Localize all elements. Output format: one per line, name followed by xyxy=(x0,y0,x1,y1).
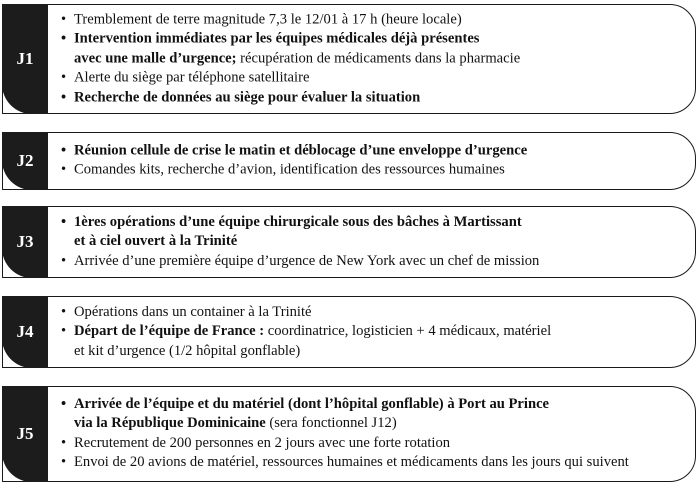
row-content-j1 xyxy=(61,10,685,107)
list-item: • Réunion cellule de crise le matin et déblocage d’une enveloppe d’urgence xyxy=(61,142,685,161)
list-item-continuation: et à ciel ouvert à la Trinité xyxy=(74,233,238,250)
day-label-j3: J3 xyxy=(2,206,48,278)
list-item: • Intervention immédiates par les équipes médicales déjà présentes xyxy=(61,30,685,49)
day-label-j1: J1 xyxy=(2,4,48,114)
list-item-continuation: avec une malle d’urgence; récupération de médicaments dans la pharmacie xyxy=(74,50,521,67)
list-item: • 1ères opérations d’une équipe chirurgicale sous des bâches à Martissant xyxy=(61,213,685,232)
bullet-icon: • xyxy=(61,323,67,340)
list-item: • Opérations dans un container à la Trinité xyxy=(61,303,685,322)
row-content-j3 xyxy=(61,213,685,271)
list-item: • Départ de l’équipe de France : coordinatrice, logisticien + 4 médicaux, matériel xyxy=(61,322,685,341)
list-item: • Envoi de 20 avions de matériel, ressources humaines et médicaments dans les jours qui suivent xyxy=(61,453,685,472)
bullet-icon: • xyxy=(61,252,67,269)
bullet-icon: • xyxy=(61,162,67,178)
day-label-j2: J2 xyxy=(2,132,48,190)
list-item-continuation: et kit d’urgence (1/2 hôpital gonflable) xyxy=(74,342,301,359)
timeline-row-j5 xyxy=(2,386,696,482)
list-item: • Arrivée de l’équipe et du matériel (dont l’hôpital gonflable) à Port au Prince xyxy=(61,395,685,414)
row-content-j5 xyxy=(61,395,685,473)
timeline-row-j4 xyxy=(2,296,696,368)
row-content-j2 xyxy=(61,142,685,181)
bullet-icon: • xyxy=(61,454,67,471)
row-content-j4 xyxy=(61,303,685,361)
bullet-icon: • xyxy=(61,142,67,159)
list-item: • Recrutement de 200 personnes en 2 jours avec une forte rotation xyxy=(61,434,685,453)
day-label-j4: J4 xyxy=(2,296,48,368)
bullet-icon: • xyxy=(61,11,67,28)
list-item-continuation: via la République Dominicaine (sera fonctionnel J12) xyxy=(74,415,397,432)
day-label-j5: J5 xyxy=(2,386,48,482)
timeline-row-j2 xyxy=(2,132,696,190)
list-item: • Tremblement de terre magnitude 7,3 le 12/01 à 17 h (heure locale) xyxy=(61,10,685,29)
bullet-icon: • xyxy=(61,303,67,320)
list-item: • Recherche de données au siège pour évaluer la situation xyxy=(61,88,685,107)
bullet-icon: • xyxy=(61,396,67,413)
bullet-icon: • xyxy=(61,213,67,230)
timeline-row-j1 xyxy=(2,4,696,114)
bullet-icon: • xyxy=(61,69,67,86)
bullet-icon: • xyxy=(61,89,67,106)
list-item: • Comandes kits, recherche d’avion, identification des ressources humaines xyxy=(61,161,685,180)
bullet-icon: • xyxy=(61,435,67,451)
list-item: • Arrivée d’une première équipe d’urgence de New York avec un chef de mission xyxy=(61,252,685,271)
list-item: • Alerte du siège par téléphone satellitaire xyxy=(61,69,685,88)
timeline-row-j3 xyxy=(2,206,696,278)
bullet-icon: • xyxy=(61,30,67,47)
